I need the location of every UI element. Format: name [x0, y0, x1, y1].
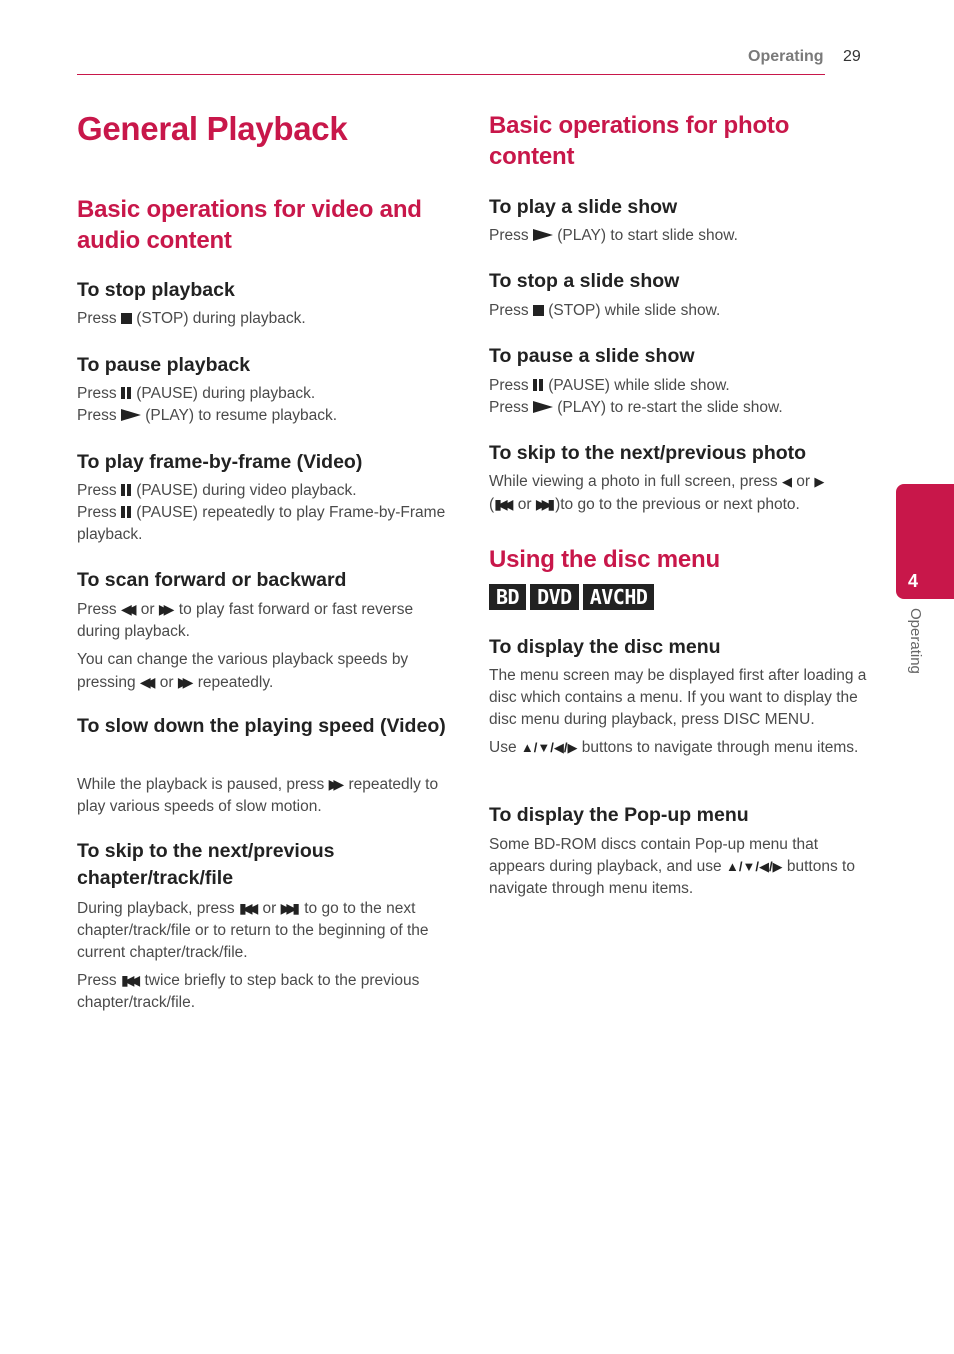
- slideshow-title: To play a slide show: [489, 196, 678, 218]
- fast-forward-icon: ▶▶: [328, 776, 339, 792]
- pause-playback-text: Press (PAUSE) during playback. Press (PLAY) to resume playback.: [77, 385, 338, 424]
- rewind-icon: ◀◀: [120, 601, 131, 617]
- skip-photo-text: While viewing a photo in full screen, press ◀ or ▶ (▮◀◀ or ▶▶▮ )to go to the previous or next photo.: [489, 473, 825, 513]
- rewind-icon: ◀◀: [139, 674, 150, 690]
- stop-icon: [121, 313, 132, 324]
- page-number: 29: [843, 48, 861, 65]
- stop-slideshow-title: To stop a slide show: [489, 270, 680, 292]
- pause-icon: [121, 484, 132, 496]
- scan-text-1: Press ◀◀ or ▶▶ to play fast forward or fast reverse during playback.: [77, 598, 455, 643]
- skip-photo-title: To skip to the next/previous photo: [489, 442, 807, 464]
- skip-chapter-text-2: Press ▮◀◀ twice briefly to step back to the previous chapter/track/file.: [77, 969, 455, 1014]
- slow-text: While the playback is paused, press ▶▶ repeatedly to play various speeds of slow motion.: [77, 773, 455, 818]
- stop-playback-text: Press (STOP) during playback.: [77, 310, 306, 327]
- skip-forward-icon: ▶▶▮: [280, 900, 295, 916]
- header-rule: [77, 74, 825, 75]
- stop-icon: [533, 305, 544, 316]
- fast-forward-icon: ▶▶: [158, 601, 169, 617]
- pause-icon: [533, 379, 544, 391]
- disc-menu-text-1: The menu screen may be displayed first after loading a disc which contains a menu. If you want to display the disc menu during playback, press DISC MENU.: [489, 667, 867, 728]
- navigation-arrows-icon: ▲/▼/◀/▶: [520, 740, 578, 755]
- navigation-arrows-icon: ▲/▼/◀/▶: [725, 859, 783, 874]
- skip-chapter-title: To skip to the next/previous chapter/track/file: [77, 840, 335, 889]
- photo-heading: Basic operations for photo content: [489, 112, 790, 170]
- stop-playback-title: To stop playback: [77, 279, 235, 301]
- left-arrow-icon: ◀: [781, 474, 792, 489]
- chapter-tab: [896, 484, 954, 599]
- popup-menu-title: To display the Pop-up menu: [489, 804, 749, 826]
- disc-menu-text-2: Use ▲/▼/◀/▶ buttons to navigate through menu items.: [489, 739, 859, 756]
- play-icon: [533, 401, 553, 413]
- pause-slideshow-text: Press (PAUSE) while slide show. Press (PLAY) to re-start the slide show.: [489, 377, 783, 416]
- dvd-badge: DVD: [530, 584, 579, 610]
- page-title: General Playback: [77, 110, 348, 147]
- pause-playback-title: To pause playback: [77, 354, 251, 376]
- frame-by-frame-text: Press (PAUSE) during video playback. Press (PAUSE) repeatedly to play Frame-by-Frame playback.: [77, 482, 446, 543]
- stop-slideshow-text: Press (STOP) while slide show.: [489, 302, 721, 319]
- slideshow-text: Press (PLAY) to start slide show.: [489, 227, 738, 244]
- header-section: Operating: [748, 48, 824, 65]
- pause-slideshow-title: To pause a slide show: [489, 345, 695, 367]
- disc-menu-title: To display the disc menu: [489, 636, 721, 658]
- scan-text-2: You can change the various playback speeds by pressing ◀◀ or ▶▶ repeatedly.: [77, 651, 409, 691]
- play-icon: [121, 409, 141, 421]
- media-badges: [489, 584, 658, 610]
- pause-icon: [121, 387, 132, 399]
- skip-back-icon: ▮◀◀: [494, 496, 509, 512]
- skip-chapter-text-1: During playback, press ▮◀◀ or ▶▶▮ to go to the next chapter/track/file or to return to the beginning of the current chapter/track/file.: [77, 897, 455, 964]
- scan-title: To scan forward or backward: [77, 569, 347, 591]
- bd-badge: BD: [489, 584, 526, 610]
- play-icon: [533, 229, 553, 241]
- popup-menu-text: Some BD-ROM discs contain Pop-up menu that appears during playback, and use ▲/▼/◀/▶ buttons to navigate through menu items.: [489, 836, 855, 897]
- right-arrow-icon: ▶: [814, 474, 825, 489]
- pause-icon: [121, 506, 132, 518]
- skip-back-icon: ▮◀◀: [120, 972, 136, 988]
- slow-title: To slow down the playing speed (Video): [77, 715, 446, 737]
- frame-by-frame-title: To play frame-by-frame (Video): [77, 451, 363, 473]
- fast-forward-icon: ▶▶: [177, 674, 188, 690]
- disc-menu-heading: Using the disc menu: [489, 546, 720, 573]
- skip-back-icon: ▮◀◀: [238, 900, 254, 916]
- avchd-badge: AVCHD: [583, 584, 655, 610]
- video-audio-heading: Basic operations for video and audio content: [77, 196, 422, 254]
- chapter-label: Operating: [907, 608, 924, 674]
- skip-forward-icon: ▶▶▮: [535, 496, 551, 512]
- chapter-number: 4: [908, 571, 919, 591]
